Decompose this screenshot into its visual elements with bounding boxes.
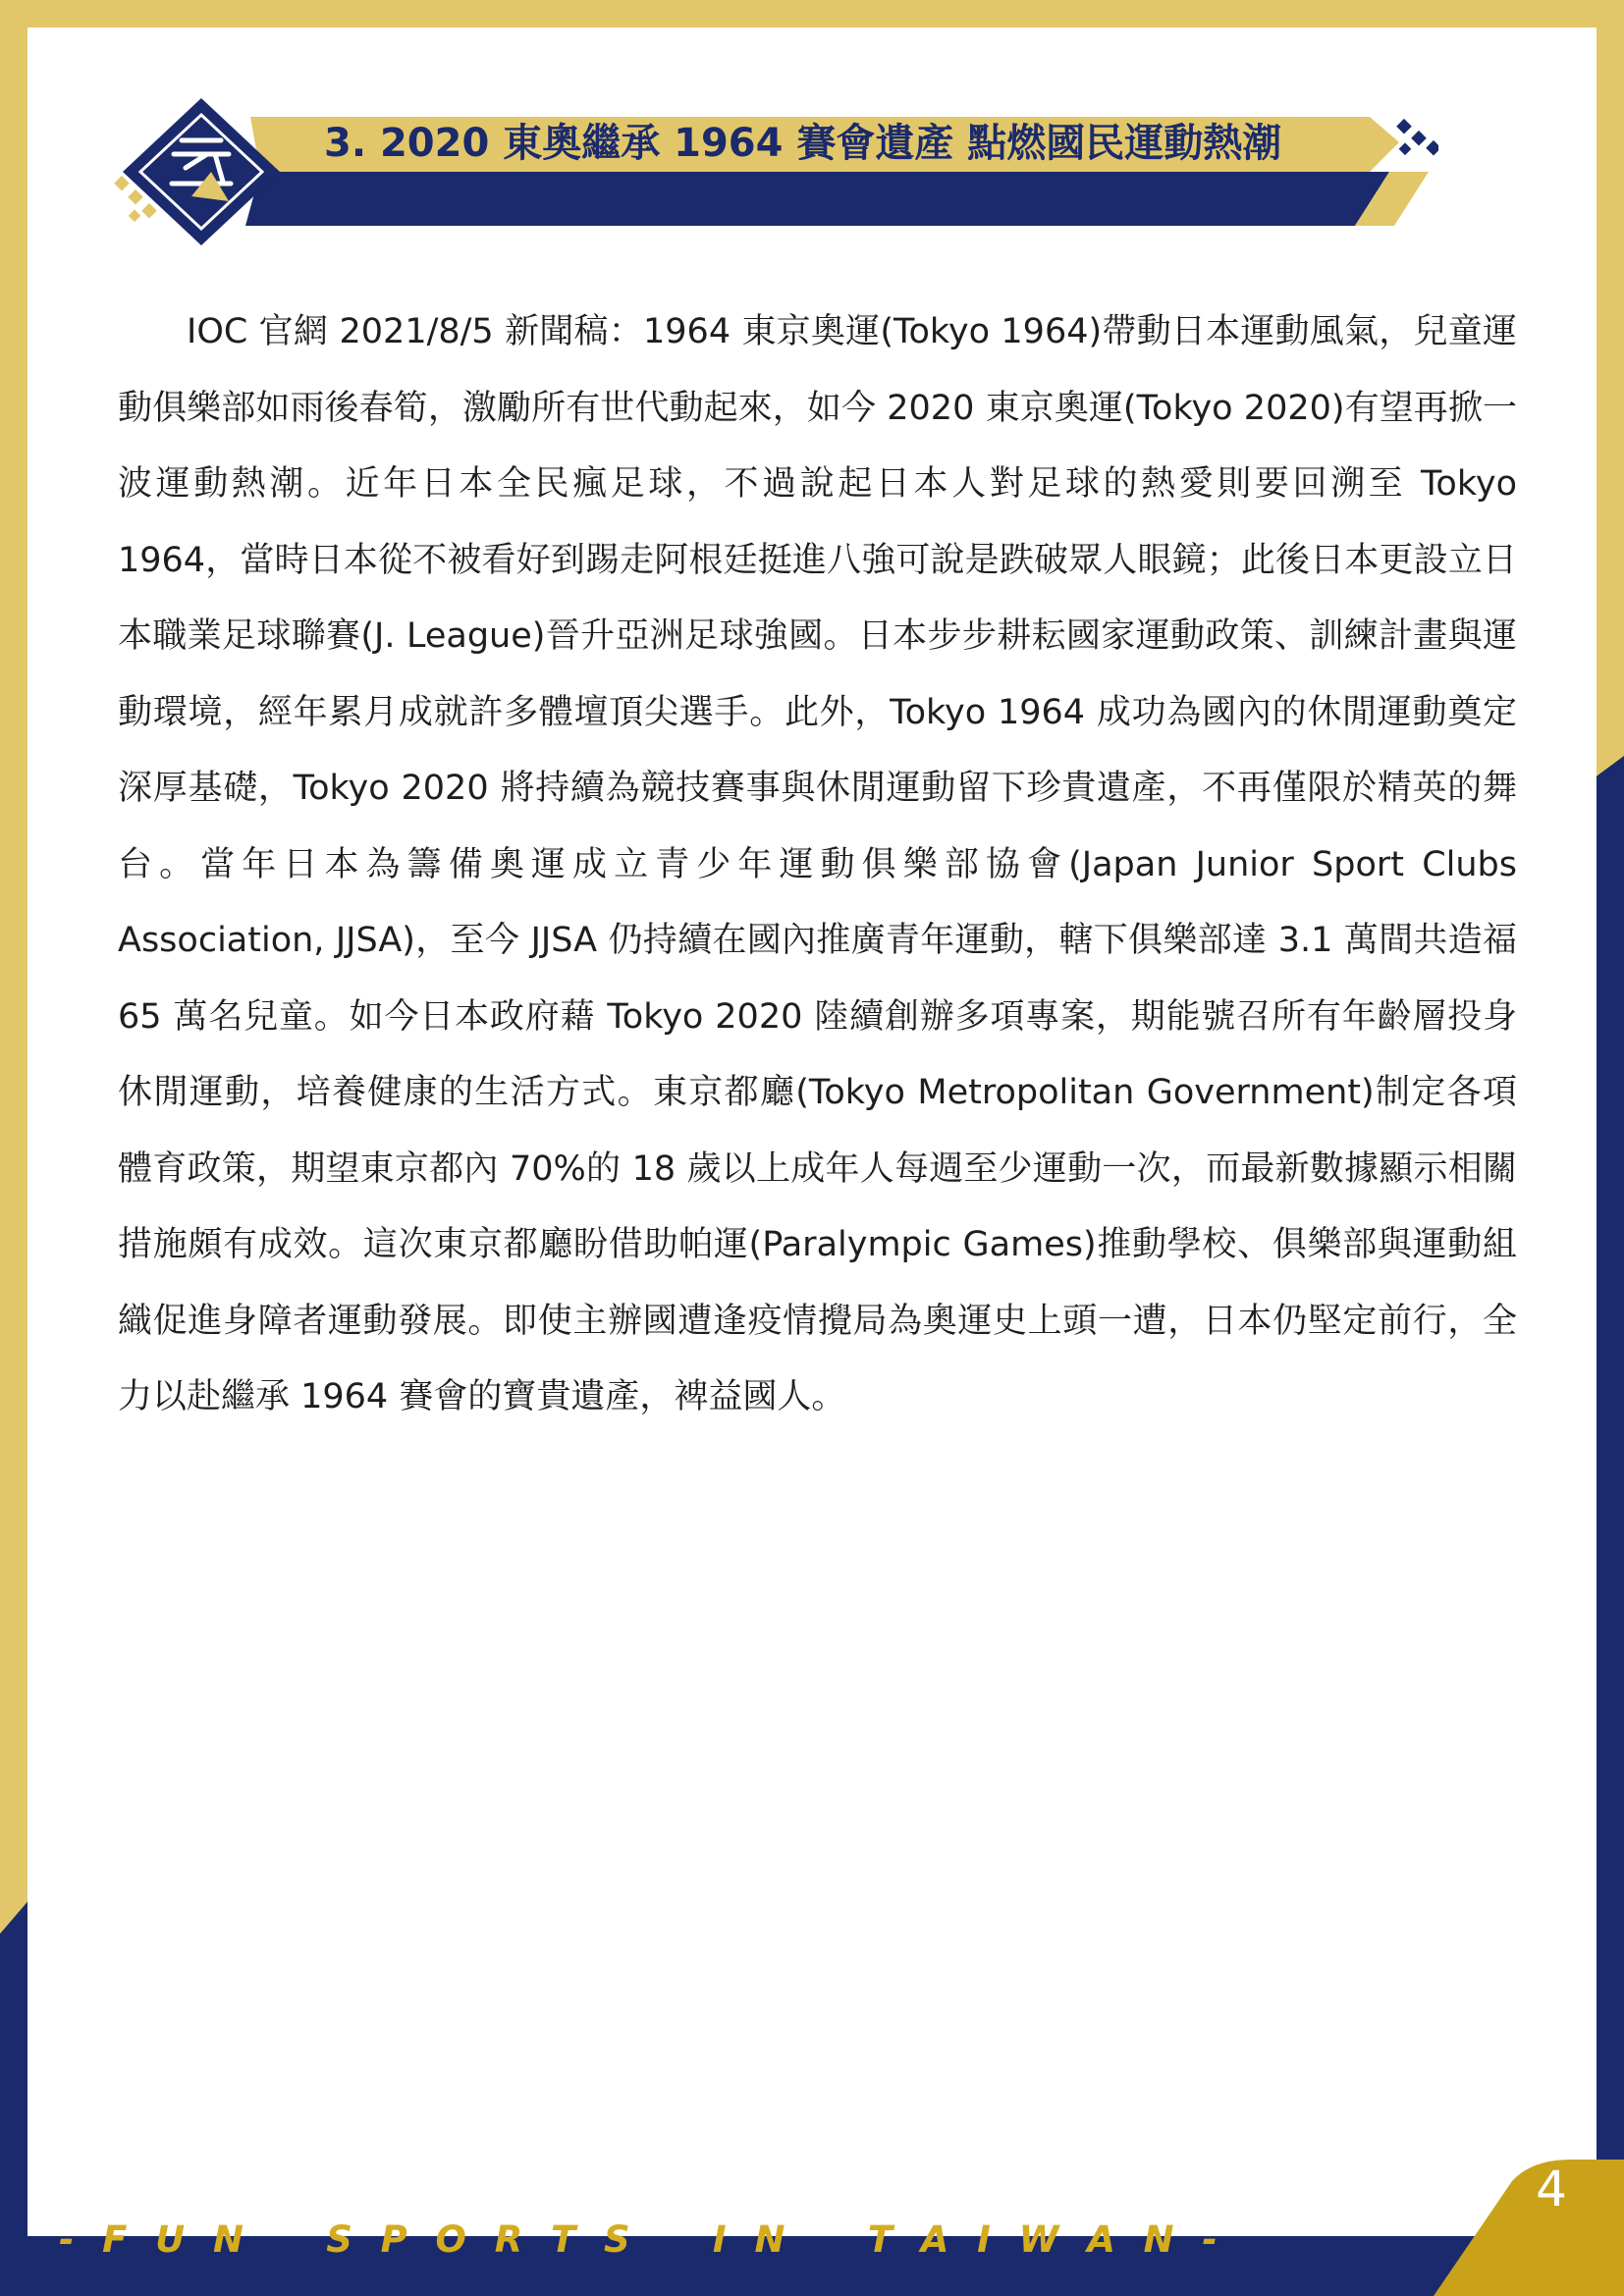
diamond-dots-icon bbox=[1396, 119, 1438, 156]
footer-slogan: - F U N S P O R T S I N T A I W A N - bbox=[59, 2218, 1218, 2261]
article-paragraph: IOC 官網 2021/8/5 新聞稿：1964 東京奧運(Tokyo 1964)帶動日本運動風氣，兒童運動俱樂部如雨後春筍，激勵所有世代動起來，如今 2020 東京奧運(Tokyo 2020)有望再掀一波運動熱潮。近年日本全民瘋足球，不過說起日本人對足球的熱愛則要回溯至 Tokyo 1964，當時日本從不被看好到踢走阿根廷挺進八強可說是跌破眾人眼鏡；此後日本更設立日本職業足球聯賽(J. League)晉升亞洲足球強國。日本步步耕耘國家運動政策、訓練計畫與運動環境，經年累月成就許多體壇頂尖選手。此外，Tokyo 1964 成功為國內的休閒運動奠定深厚基礎，Tokyo 2020 將持續為競技賽事與休閒運動留下珍貴遺產，不再僅限於精英的舞台。當年日本為籌備奧運成立青少年運動俱樂部協會(Japan Junior Sport Clubs Association, JJSA)，至今 JJSA 仍持續在國內推廣青年運動，轄下俱樂部達 3.1 萬間共造福 65 萬名兒童。如今日本政府藉 Tokyo 2020 陸續創辦多項專案，期能號召所有年齡層投身休閒運動，培養健康的生活方式。東京都廳(Tokyo Metropolitan Government)制定各項體育政策，期望東京都內 70%的 18 歲以上成年人每週至少運動一次，而最新數據顯示相關措施頗有成效。這次東京都廳盼借助帕運(Paralympic Games)推動學校、俱樂部與運動組織促進身障者運動發展。即使主辦國遭逢疫情攪局為奧運史上頭一遭，日本仍堅定前行，全力以赴繼承 1964 賽會的寶貴遺產，裨益國人。 bbox=[118, 312, 1517, 1416]
header-banner bbox=[113, 93, 1438, 250]
section-title: 3. 2020 東奧繼承 1964 賽會遺產 點燃國民運動熱潮 bbox=[324, 121, 1282, 166]
article-body bbox=[118, 294, 1517, 1436]
page-number: 4 bbox=[1536, 2161, 1567, 2217]
